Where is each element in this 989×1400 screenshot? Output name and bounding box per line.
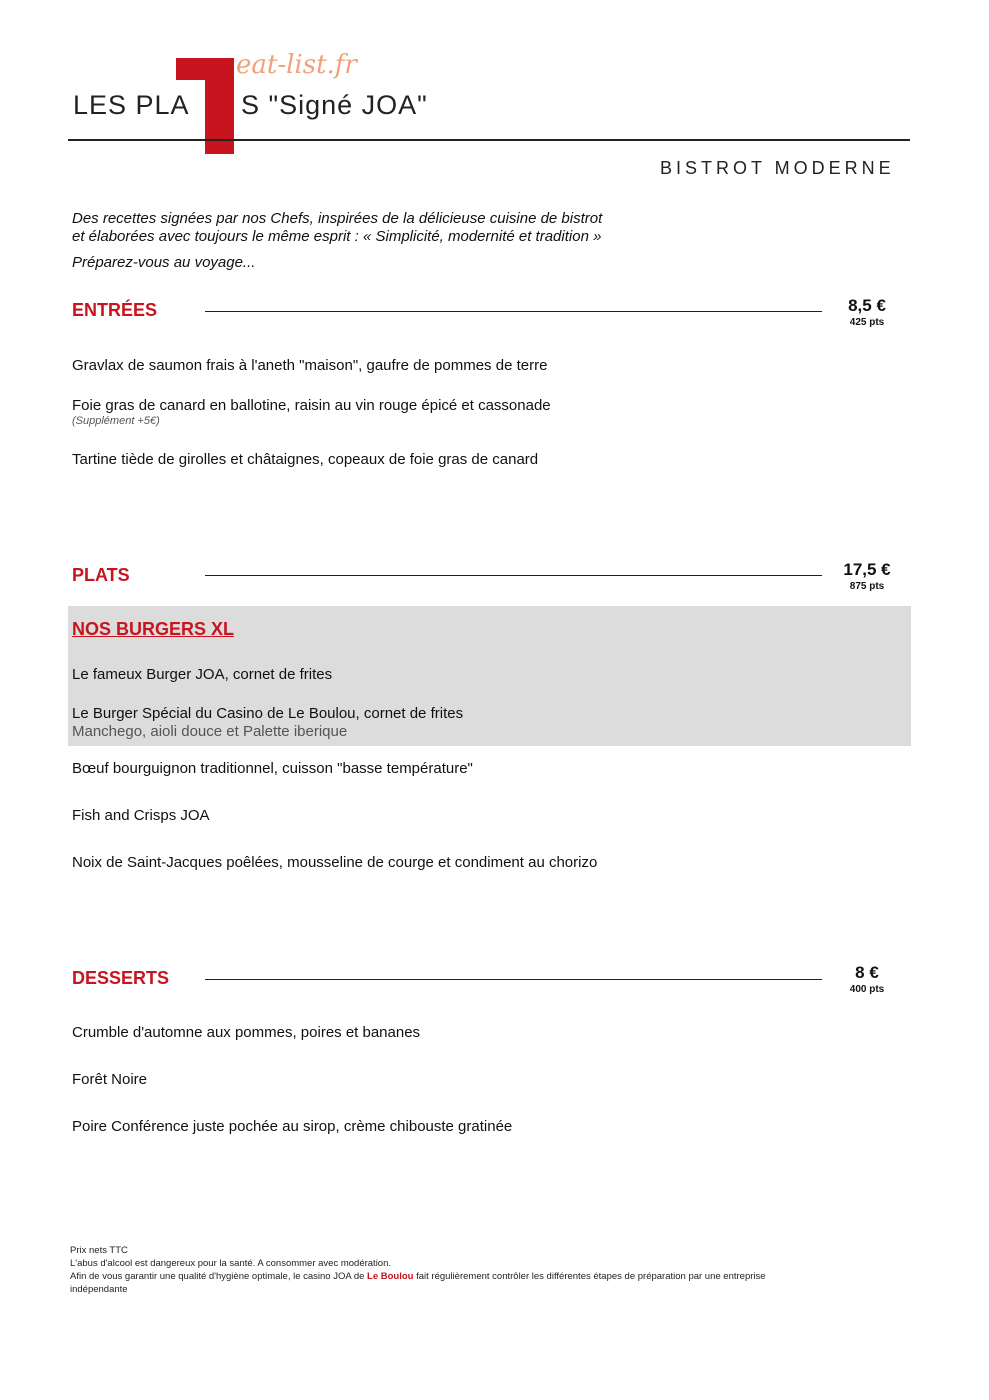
subtitle: BISTROT MODERNE xyxy=(660,158,895,178)
menu-item xyxy=(72,854,597,871)
menu-item-note: (Supplément +5€) xyxy=(72,415,160,427)
menu-item xyxy=(72,397,551,427)
price-desserts xyxy=(827,963,907,995)
footer-brand: Le Boulou xyxy=(367,1271,414,1282)
menu-item-name: Crumble d'automne aux pommes, poires et bananes xyxy=(72,1024,421,1041)
intro-text xyxy=(72,210,712,272)
menu-item xyxy=(72,1118,512,1135)
menu-item-name: Fish and Crisps JOA xyxy=(72,807,210,824)
section-title-plats: PLATS xyxy=(72,565,130,585)
menu-item xyxy=(72,357,547,374)
menu-item xyxy=(72,807,210,824)
burgers-title: NOS BURGERS XL xyxy=(72,619,235,639)
menu-item-name: Poire Conférence juste pochée au sirop, crème chibouste gratinée xyxy=(72,1118,513,1135)
menu-item-name: Foie gras de canard en ballotine, raisin au vin rouge épicé et cassonade xyxy=(72,397,551,414)
menu-item xyxy=(72,1071,147,1088)
price-entrees xyxy=(827,296,907,328)
price-amount: 8,5 € xyxy=(848,296,886,315)
price-amount: 17,5 € xyxy=(843,560,891,579)
menu-item xyxy=(72,705,463,740)
menu-item-name: Le Burger Spécial du Casino de Le Boulou, cornet de frites xyxy=(72,705,464,722)
menu-item xyxy=(72,1024,420,1041)
price-points: 425 pts xyxy=(849,317,885,328)
intro-line-3: Préparez-vous au voyage... xyxy=(72,254,256,271)
menu-item-name: Le fameux Burger JOA, cornet de frites xyxy=(72,666,333,683)
intro-line-2: et élaborées avec toujours le même esprit : « Simplicité, modernité et tradition » xyxy=(72,228,602,245)
section-divider-entrees xyxy=(205,311,822,312)
menu-item-name: Forêt Noire xyxy=(72,1071,148,1088)
menu-item-name: Tartine tiède de girolles et châtaignes, copeaux de foie gras de canard xyxy=(72,451,539,468)
section-title-desserts: DESSERTS xyxy=(72,968,170,988)
title-right: S "Signé JOA" xyxy=(241,90,428,120)
section-title-entrees: ENTRÉES xyxy=(72,300,158,320)
menu-item xyxy=(72,760,473,777)
footer-notes xyxy=(70,1244,900,1296)
footer-line-1: Prix nets TTC xyxy=(70,1245,128,1256)
price-plats xyxy=(827,560,907,592)
menu-item-detail: Manchego, aioli douce et Palette iberique xyxy=(72,723,348,740)
price-amount: 8 € xyxy=(855,963,879,982)
section-divider-desserts xyxy=(205,979,822,980)
menu-item xyxy=(72,666,332,683)
price-points: 875 pts xyxy=(849,581,885,592)
section-divider-plats xyxy=(205,575,822,576)
menu-item-name: Noix de Saint-Jacques poêlées, mousseline de courge et condiment au chorizo xyxy=(72,854,598,871)
watermark: eat-list.fr xyxy=(236,50,357,80)
price-points: 400 pts xyxy=(849,984,885,995)
menu-item xyxy=(72,451,538,468)
footer-line-4: indépendante xyxy=(70,1284,128,1295)
menu-item-name: Bœuf bourguignon traditionnel, cuisson "basse température" xyxy=(72,760,473,777)
title-left: LES PLA xyxy=(73,90,190,120)
footer-line-2: L'abus d'alcool est dangereux pour la santé. A consommer avec modération. xyxy=(70,1258,392,1269)
footer-line-3-end: fait régulièrement contrôler les différentes étapes de préparation par une entreprise xyxy=(413,1271,766,1282)
footer-line-3-start: Afin de vous garantir une qualité d'hygiène optimale, le casino JOA de xyxy=(70,1271,368,1282)
header-divider xyxy=(68,139,910,141)
menu-item-name: Gravlax de saumon frais à l'aneth "maison", gaufre de pommes de terre xyxy=(72,357,548,374)
footer-line-3 xyxy=(70,1270,900,1283)
intro-line-1: Des recettes signées par nos Chefs, inspirées de la délicieuse cuisine de bistrot xyxy=(72,210,603,227)
